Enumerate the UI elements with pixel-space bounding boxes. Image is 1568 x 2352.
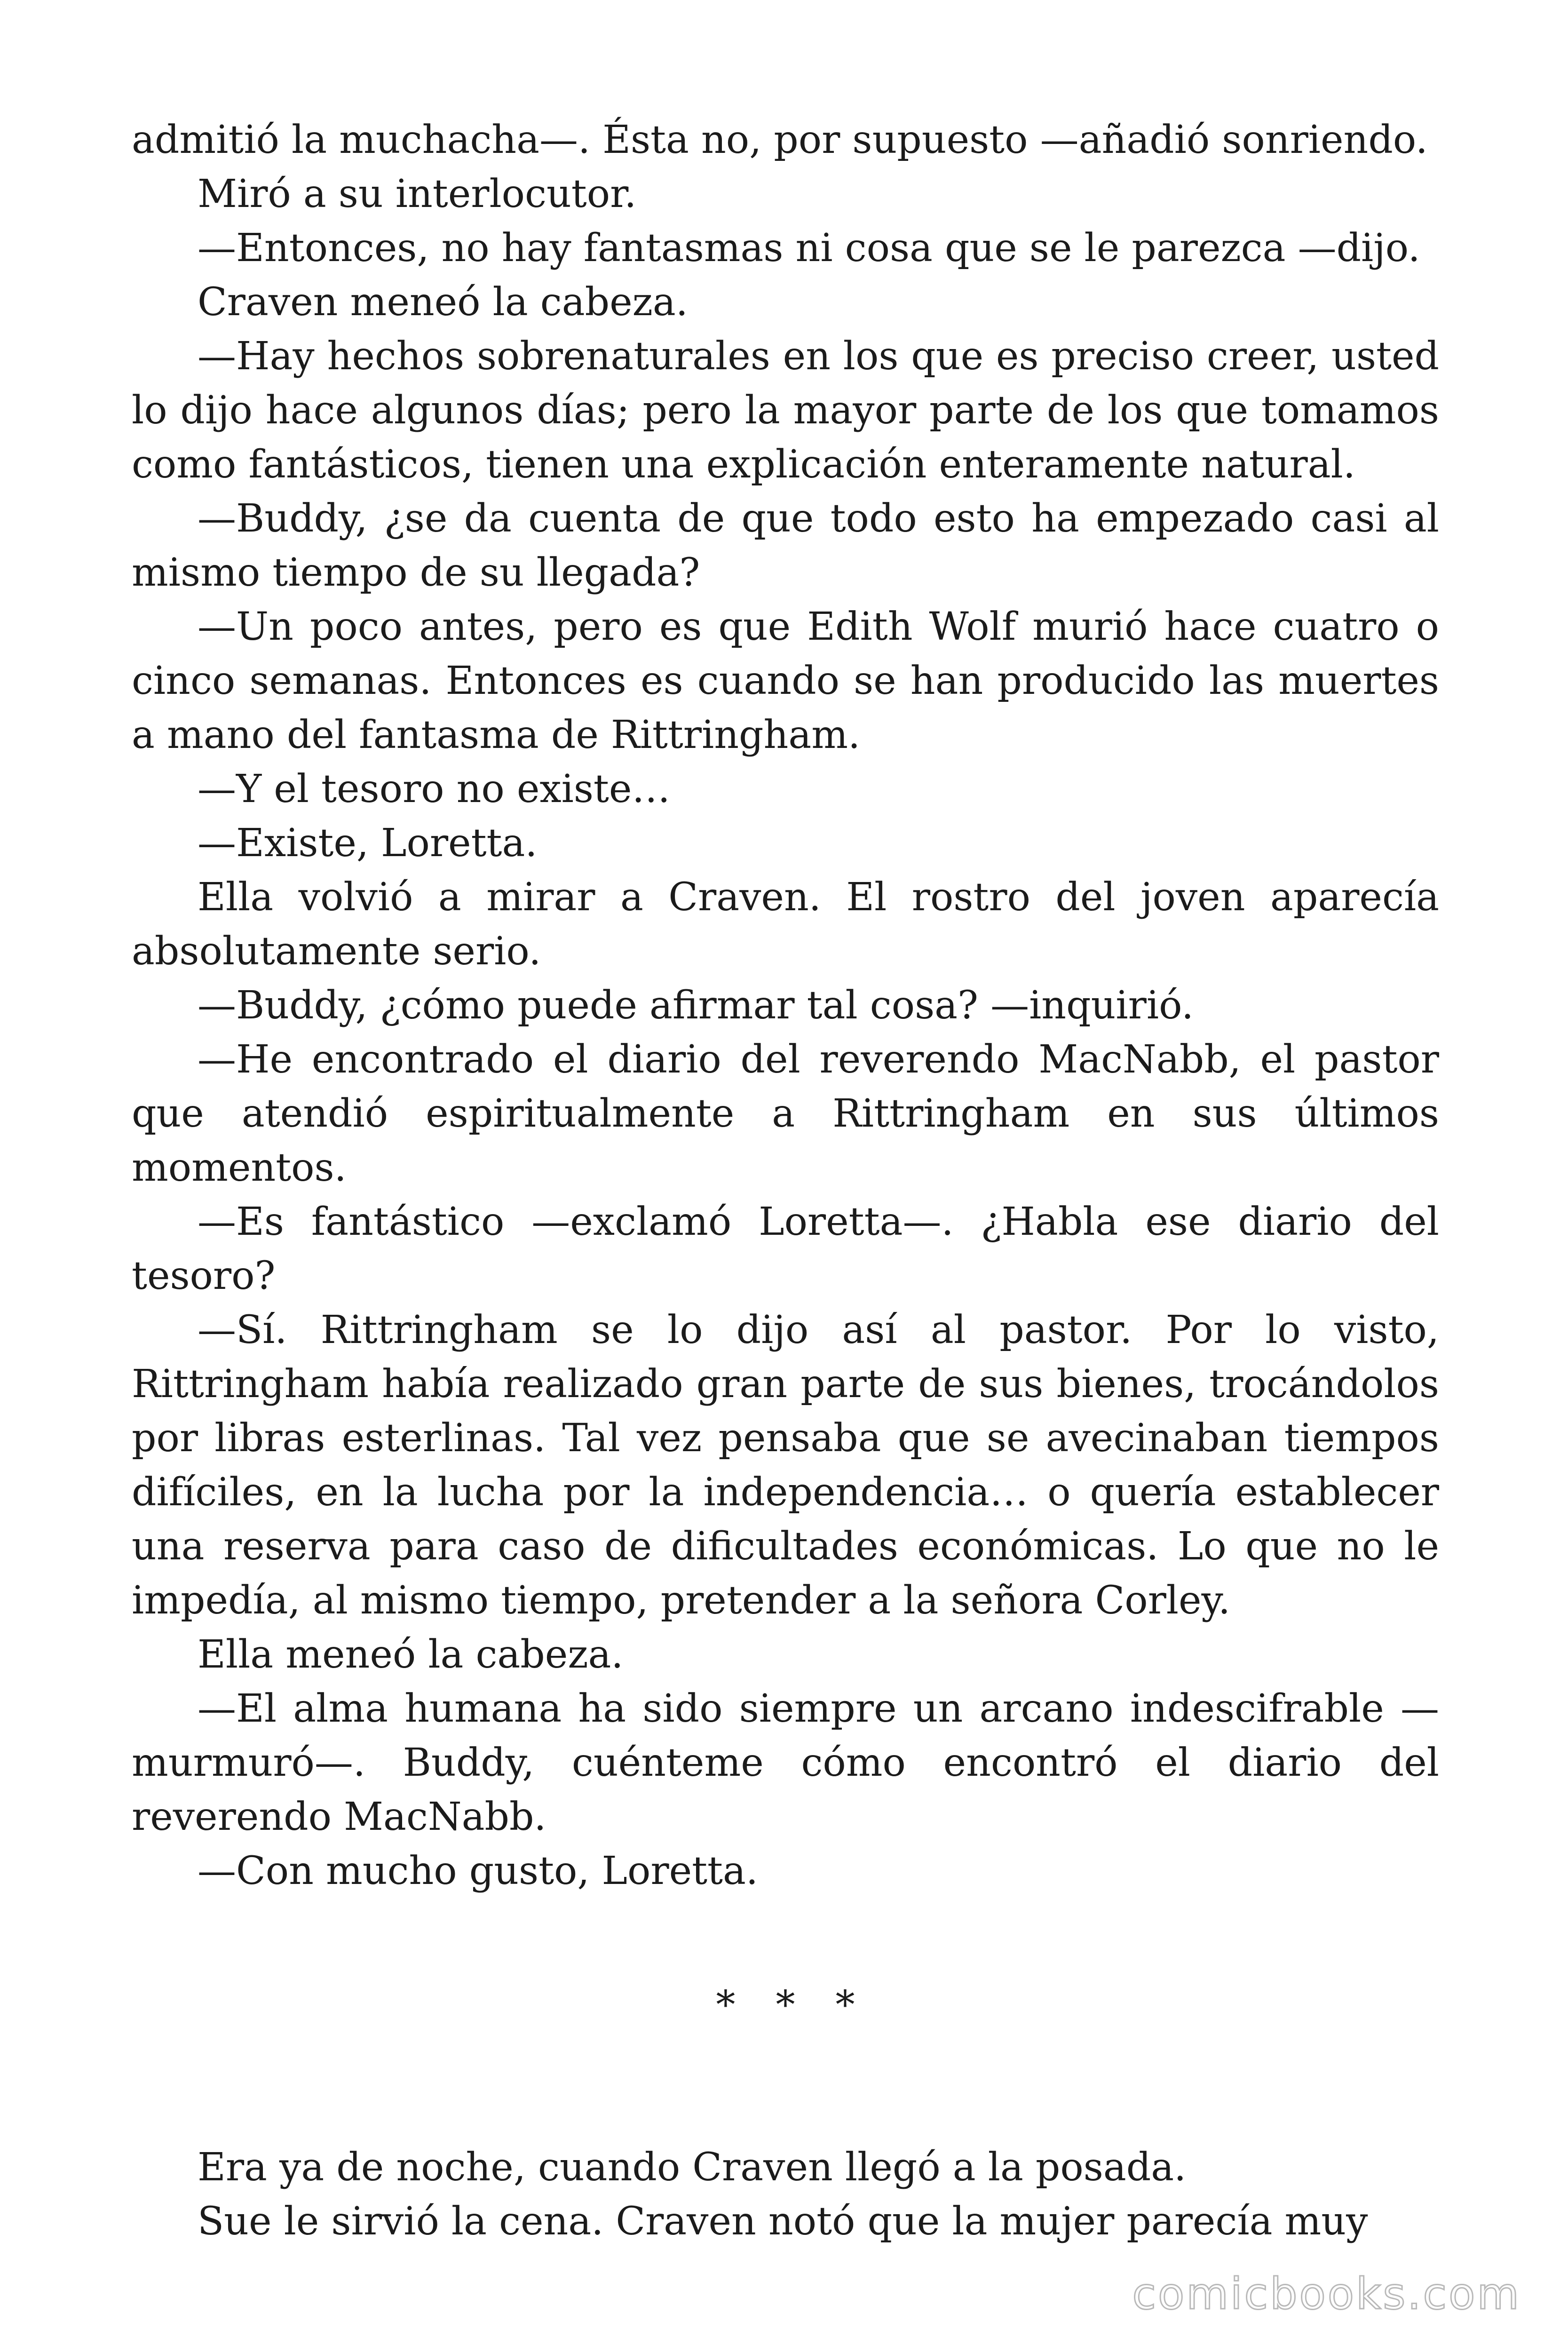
section-separator: * * * xyxy=(716,1983,869,2027)
paragraph: —Con mucho gusto, Loretta. xyxy=(198,1849,758,1893)
paragraph: —Y el tesoro no existe… xyxy=(198,767,671,811)
paragraph: —Es fantástico —exclamó Loretta—. ¿Habla ese diario del tesoro? xyxy=(132,1200,1439,1298)
paragraph: —Entonces, no hay fantasmas ni cosa que se le parezca —dijo. xyxy=(198,226,1420,270)
paragraph: —Buddy, ¿se da cuenta de que todo esto ha empezado casi al mismo tiempo de su llegada? xyxy=(132,496,1439,595)
paragraph: —El alma humana ha sido siempre un arcano indescifrable —murmuró—. Buddy, cuénteme cómo encontró el diario del reverendo MacNabb. xyxy=(132,1686,1439,1839)
paragraph: —Buddy, ¿cómo puede afirmar tal cosa? —inquirió. xyxy=(198,983,1194,1028)
paragraph: —He encontrado el diario del reverendo MacNabb, el pastor que atendió espiritualmente a Rittringham en sus últimos momentos. xyxy=(132,1037,1439,1190)
paragraph: —Un poco antes, pero es que Edith Wolf murió hace cuatro o cinco semanas. Entonces es cuando se han producido las muertes a mano del fantasma de Rittringham. xyxy=(132,604,1439,757)
paragraph: admitió la muchacha—. Ésta no, por supuesto —añadió sonriendo. xyxy=(132,118,1428,162)
paragraph: Era ya de noche, cuando Craven llegó a la posada. xyxy=(198,2145,1187,2190)
paragraph: Ella volvió a mirar a Craven. El rostro del joven aparecía absolutamente serio. xyxy=(132,875,1439,974)
watermark: comicbooks.com xyxy=(1132,2269,1521,2319)
paragraph: Ella meneó la cabeza. xyxy=(198,1632,624,1677)
paragraph: —Existe, Loretta. xyxy=(198,821,538,866)
body-text xyxy=(132,113,1439,2249)
book-page xyxy=(132,113,1439,2249)
paragraph: —Hay hechos sobrenaturales en los que es preciso creer, usted lo dijo hace algunos días; pero la mayor parte de los que tomamos como fantásticos, tienen una explicación enteramente natural. xyxy=(132,334,1439,487)
paragraph: Craven meneó la cabeza. xyxy=(198,280,688,325)
paragraph: Miró a su interlocutor. xyxy=(198,172,637,216)
paragraph: Sue le sirvió la cena. Craven notó que la mujer parecía muy xyxy=(198,2199,1368,2244)
paragraph: —Sí. Rittringham se lo dijo así al pastor. Por lo visto, Rittringham había realizado gran parte de sus bienes, trocándolos por libras esterlinas. Tal vez pensaba que se avecinaban tiempos difíciles, en la lucha por la independencia… o quería establecer una reserva para caso de dificultades económicas. Lo que no le impedía, al mismo tiempo, pretender a la señora Corley. xyxy=(132,1308,1439,1623)
